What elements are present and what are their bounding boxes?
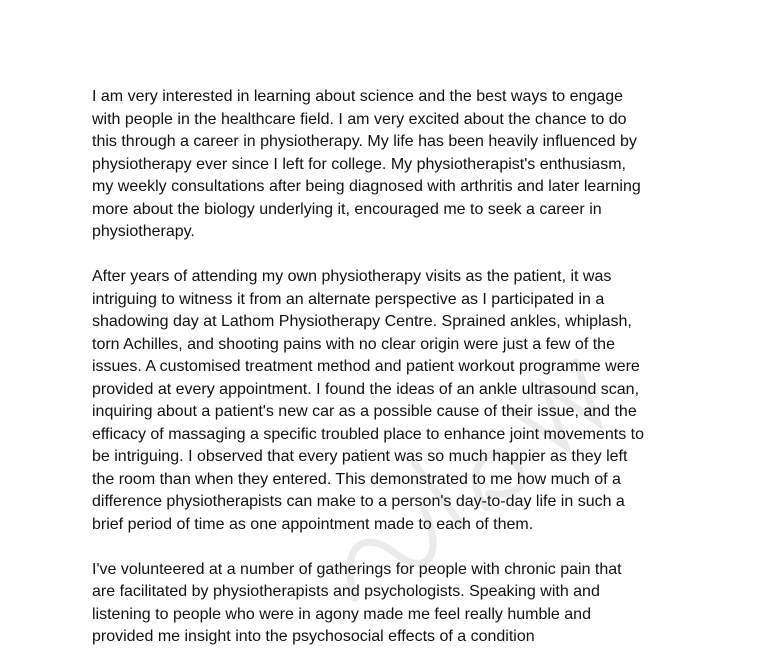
text-line: are facilitated by physiotherapists and psychologists. Speaking with and [92, 583, 600, 600]
paragraph-3 [92, 559, 702, 649]
text-line: brief period of time as one appointment made to each of them. [92, 515, 534, 533]
text-line: with people in the healthcare field. I am very excited about the chance to do [92, 110, 627, 128]
text-line: intriguing to witness it from an alternate perspective as I participated in a [92, 290, 605, 308]
text-line: the room than when they entered. This demonstrated to me how much of a [92, 470, 621, 488]
text-line: more about the biology underlying it, encouraged me to seek a career in [92, 200, 602, 218]
text-line: After years of attending my own physiotherapy visits as the patient, it was [92, 268, 612, 285]
paragraph-2 [92, 266, 702, 536]
text-line: torn Achilles, and shooting pains with no clear origin were just a few of the [92, 335, 615, 353]
text-line: inquiring about a patient's new car as a possible cause of their issue, and the [92, 403, 637, 420]
text-line: physiotherapy ever since I left for college. My physiotherapist's enthusiasm, [92, 155, 626, 173]
text-line: this through a career in physiotherapy. My life has been heavily influenced by [92, 133, 637, 150]
text-line: I am very interested in learning about science and the best ways to engage [92, 88, 623, 105]
text-line: issues. A customised treatment method and patient workout programme were [92, 358, 640, 375]
text-line: be intriguing. I observed that every patient was so much happier as they left [92, 448, 628, 465]
text-line: physiotherapy. [92, 223, 195, 240]
text-line: provided at every appointment. I found the ideas of an ankle ultrasound scan, [92, 380, 640, 398]
text-line: efficacy of massaging a specific troubled place to enhance joint movements to [92, 425, 645, 443]
text-line: shadowing day at Lathom Physiotherapy Centre. Sprained ankles, whiplash, [92, 313, 632, 330]
text-line: provided me insight into the psychosocial effects of a condition [92, 628, 535, 645]
text-line: my weekly consultations after being diagnosed with arthritis and later learning [92, 178, 641, 195]
paragraph-1 [92, 86, 702, 244]
text-line: listening to people who were in agony made me feel really humble and [92, 605, 591, 623]
document-body [92, 86, 702, 671]
text-line: difference physiotherapists can make to a person's day-to-day life in such a [92, 493, 625, 510]
text-line: I've volunteered at a number of gatherings for people with chronic pain that [92, 560, 622, 578]
